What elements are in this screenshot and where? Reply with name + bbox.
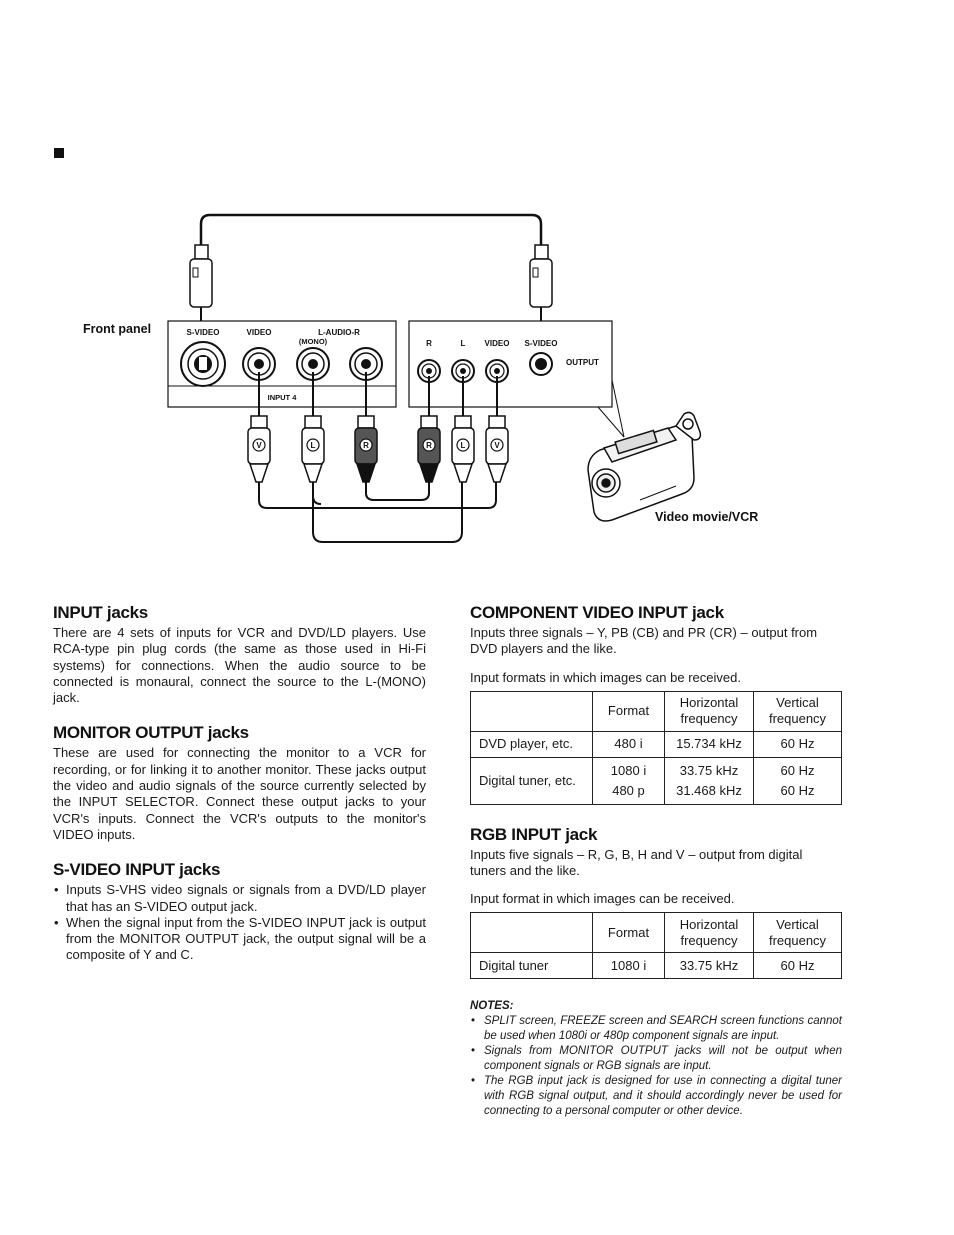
input-jacks-title: INPUT jacks — [53, 603, 148, 622]
list-item: • The RGB input jack is designed for use in connecting a digital tuner with RGB signal output, and it should accordingly never be used for connecting to a personal computer or other device. — [470, 1074, 842, 1119]
svideo-title: S-VIDEO INPUT jacks — [53, 860, 221, 880]
svideo-cable — [201, 215, 541, 253]
component-formats-note: Input formats in which images can be received. — [470, 669, 741, 685]
left-column — [53, 603, 426, 981]
component-title: COMPONENT VIDEO INPUT jack — [470, 603, 724, 622]
monitor-output-title: MONITOR OUTPUT jacks — [53, 723, 249, 743]
vcr-label-video: VIDEO — [484, 339, 510, 348]
table-cell: 33.75 kHz — [665, 953, 754, 979]
input-jacks-text: There are 4 sets of inputs for VCR and DVD/LD players. Use RCA-type pin plug cords (the same as those used in Hi-Fi systems) for connections. When the audio source to be connected is monaural, connect the source to the L-(MONO) jack. — [53, 625, 426, 706]
rgb-format-table — [470, 912, 842, 979]
table-header-row — [471, 691, 842, 731]
monitor-output-section — [53, 723, 426, 843]
component-text: Inputs three signals – Y, PB (CB) and PR (CR) – output from DVD players and the like. — [470, 625, 818, 657]
format-value: 480 p — [612, 782, 645, 798]
table-header-cell: Vertical frequency — [754, 913, 842, 953]
hfreq-value: 31.468 kHz — [676, 782, 742, 798]
table-header-cell — [471, 913, 593, 953]
right-column — [470, 603, 842, 1119]
svideo-bullets — [53, 882, 426, 963]
notes-title: NOTES: — [470, 1000, 514, 1013]
input-jacks-section — [53, 603, 426, 706]
table-header-cell: Format — [593, 691, 665, 731]
table-header-cell — [471, 691, 593, 731]
jack-label-audio: L-AUDIO-R — [318, 328, 360, 337]
table-header-cell: Horizontal frequency — [665, 691, 754, 731]
table-cell: 15.734 kHz — [665, 731, 754, 757]
svideo-section — [53, 860, 426, 963]
plug-letter: V — [494, 441, 500, 450]
monitor-output-text: These are used for connecting the monitor to a VCR for recording, or for linking it to another monitor. These jacks output the video and audio signals of the source currently selected by the INPUT SELECTOR. Connect these output jacks to your VCR's inputs. Connect the VCR's outputs to the monitor's VIDEO inputs. — [53, 745, 426, 842]
rca-cables — [259, 482, 496, 542]
plug-letter: L — [460, 441, 466, 450]
rgb-section — [470, 825, 842, 980]
monitor-panel — [168, 321, 396, 407]
jack-label-svideo: S-VIDEO — [186, 328, 220, 337]
table-cell — [593, 757, 665, 804]
table-header-row — [471, 913, 842, 953]
output-label: OUTPUT — [566, 358, 599, 367]
table-cell: 60 Hz — [754, 953, 842, 979]
table-cell — [754, 757, 842, 804]
component-section — [470, 603, 842, 805]
table-header-cell: Vertical frequency — [754, 691, 842, 731]
table-row — [471, 731, 842, 757]
plug-letter: V — [256, 441, 262, 450]
vcr-panel — [409, 321, 612, 407]
list-item: • SPLIT screen, FREEZE screen and SEARCH screen functions cannot be used when 1080i or 480p component signals are input. — [470, 1014, 842, 1044]
plug-letter: R — [426, 441, 432, 450]
camcorder-illustration — [588, 412, 700, 521]
plug-letter: R — [363, 441, 369, 450]
rgb-title: RGB INPUT jack — [470, 824, 598, 844]
table-row — [471, 953, 842, 979]
table-cell: Digital tuner, etc. — [471, 757, 593, 804]
vcr-label-svideo: S-VIDEO — [524, 339, 558, 348]
list-item: • When the signal input from the S-VIDEO INPUT jack is output from the MONITOR OUTPUT jack, the output signal will be a composite of Y and C. — [53, 915, 426, 964]
table-row — [471, 757, 842, 804]
table-header-cell: Format — [593, 913, 665, 953]
section-marker — [54, 148, 64, 158]
table-cell — [665, 757, 754, 804]
connection-diagram — [0, 200, 954, 560]
front-panel-label: Front panel — [83, 322, 152, 336]
table-cell: Digital tuner — [471, 953, 593, 979]
rgb-text: Inputs five signals – R, G, B, H and V – output from digital tuners and the like. — [470, 846, 803, 878]
rgb-formats-note: Input format in which images can be received. — [470, 891, 735, 907]
table-cell: 480 i — [593, 731, 665, 757]
jack-label-video: VIDEO — [246, 328, 272, 337]
hfreq-value: 33.75 kHz — [679, 762, 739, 778]
plug-letter: L — [310, 441, 316, 450]
table-cell: DVD player, etc. — [471, 731, 593, 757]
table-cell: 60 Hz — [754, 731, 842, 757]
video-movie-label: Video movie/VCR — [655, 510, 759, 524]
list-item: • Inputs S-VHS video signals or signals from a DVD/LD player that has an S-VIDEO output jack. — [53, 882, 426, 915]
vfreq-value: 60 Hz — [780, 762, 815, 778]
table-header-cell: Horizontal frequency — [665, 913, 754, 953]
notes-section — [470, 999, 842, 1119]
input-4-label: INPUT 4 — [267, 393, 297, 402]
vcr-label-r: R — [426, 339, 432, 348]
vfreq-value: 60 Hz — [780, 782, 815, 798]
vcr-label-l: L — [460, 339, 466, 348]
jack-label-mono: (MONO) — [298, 337, 328, 346]
table-cell: 1080 i — [593, 953, 665, 979]
list-item: • Signals from MONITOR OUTPUT jacks will not be output when component signals or RGB signals are input. — [470, 1044, 842, 1074]
notes-list — [470, 1014, 842, 1119]
format-value: 1080 i — [610, 762, 647, 778]
component-format-table — [470, 691, 842, 805]
